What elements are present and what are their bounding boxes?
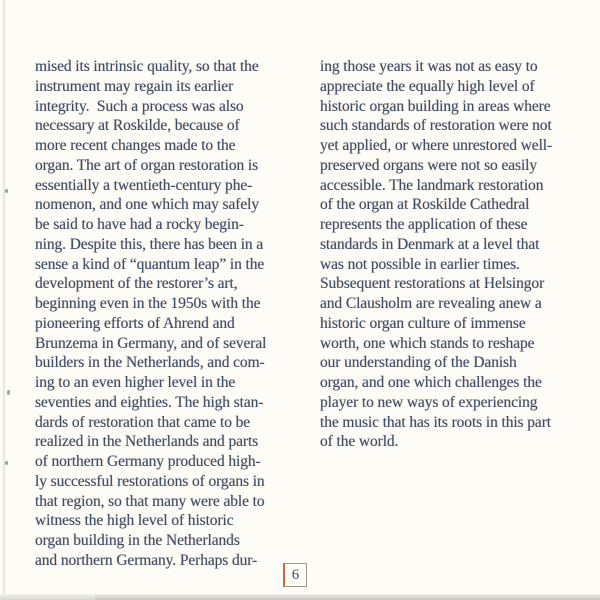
text-line: more recent changes made to the: [35, 137, 236, 154]
text-line: worth, one which stands to reshape: [320, 334, 535, 352]
text-line: organ building in the Netherlands: [35, 532, 240, 549]
page-number-box: [283, 563, 307, 587]
text-line: ing those years it was not as easy to: [320, 58, 538, 75]
text-line: historic organ building in areas where: [320, 97, 551, 115]
page-edge-strip: [0, 594, 600, 600]
text-line: of northern Germany produced high-: [35, 453, 261, 470]
text-line: be said to have had a rocky begin-: [35, 216, 244, 233]
text-line: such standards of restoration were not: [320, 117, 552, 135]
text-line: player to new ways of experiencing: [320, 393, 538, 411]
text-line: instrument may regain its earlier: [35, 77, 234, 95]
text-line: ning. Despite this, there has been in a: [35, 235, 264, 253]
text-line: builders in the Netherlands, and com-: [35, 354, 265, 372]
text-line: the music that has its roots in this part: [320, 413, 551, 431]
text-line: ly successful restorations of organs in: [35, 472, 265, 490]
text-line: appreciate the equally high level of: [320, 77, 535, 95]
text-column-left: [35, 57, 307, 571]
text-line: beginning even in the 1950s with the: [35, 295, 261, 312]
text-line: standards in Denmark at a level that: [320, 235, 540, 253]
page-number: 6: [291, 566, 300, 583]
text-line: essentially a twentieth-century phe-: [35, 176, 253, 194]
text-line: that region, so that many were able to: [35, 492, 265, 510]
text-line: organ, and one which challenges the: [320, 374, 542, 391]
text-line: sense a kind of “quantum leap” in the: [35, 255, 265, 273]
text-line: of the world.: [320, 433, 399, 451]
scan-left-crease: [3, 0, 6, 600]
text-line: was not possible in earlier times.: [320, 255, 520, 273]
scan-speck: [5, 189, 8, 193]
text-line: nomenon, and one which may safely: [35, 196, 259, 214]
text-line: historic organ culture of immense: [320, 314, 526, 332]
text-line: development of the restorer’s art,: [35, 275, 238, 293]
text-line: and Clausholm are revealing anew a: [320, 295, 542, 312]
scan-speck: [7, 390, 10, 395]
scan-speck: [5, 461, 8, 465]
text-line: yet applied, or where unrestored well-: [320, 137, 553, 154]
text-line: Subsequent restorations at Helsingor: [320, 275, 545, 293]
text-line: ing to an even higher level in the: [35, 374, 236, 391]
text-line: our understanding of the Danish: [320, 354, 517, 372]
text-line: witness the high level of historic: [35, 512, 234, 530]
text-line: organ. The art of organ restoration is: [35, 156, 259, 174]
text-line: seventies and eighties. The high stan-: [35, 393, 264, 411]
text-line: accessible. The landmark restoration: [320, 176, 544, 194]
text-line: pioneering efforts of Ahrend and: [35, 314, 235, 332]
text-line: preserved organs were not so easily: [320, 156, 538, 174]
text-line: of the organ at Roskilde Cathedral: [320, 196, 530, 214]
text-line: and northern Germany. Perhaps dur-: [35, 551, 258, 569]
text-line: Brunzema in Germany, and of several: [35, 334, 267, 352]
text-line: realized in the Netherlands and parts: [35, 433, 259, 451]
text-line: represents the application of these: [320, 216, 528, 233]
text-column-right: [320, 57, 592, 452]
text-line: necessary at Roskilde, because of: [35, 117, 240, 135]
text-line: integrity. Such a process was also: [35, 97, 244, 115]
text-line: mised its intrinsic quality, so that the: [35, 58, 259, 75]
text-line: dards of restoration that came to be: [35, 413, 251, 431]
